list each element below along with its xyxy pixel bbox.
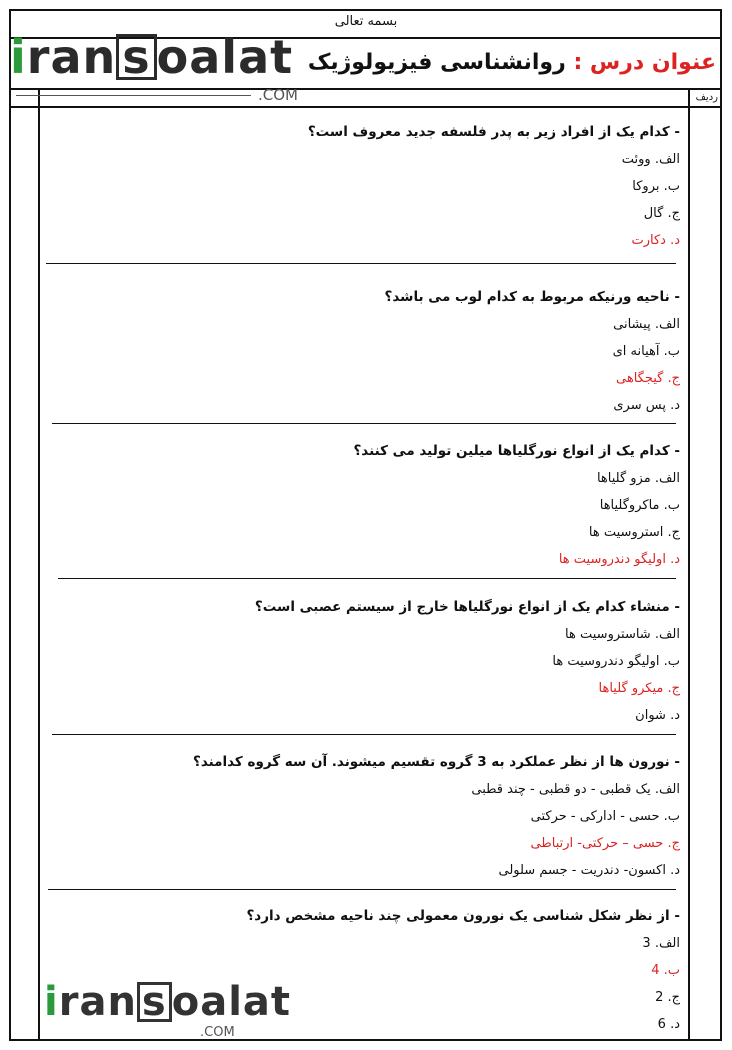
question-separator	[52, 423, 676, 424]
answer-option: ب. ماکروگلیاها	[599, 498, 680, 513]
answer-option: ب. بروکا	[632, 179, 680, 194]
answer-option: الف. 3	[642, 936, 680, 951]
answer-option: د. اکسون- دندریت - جسم سلولی	[498, 863, 680, 878]
question-text: - کدام یک از انواع نورگلیاها میلین تولید می کنند؟	[353, 443, 680, 459]
question-separator	[52, 734, 676, 735]
answer-option: ج. گال	[643, 206, 680, 221]
basmala: بسمه تعالی	[334, 14, 398, 29]
header-divider-bottom	[9, 88, 722, 90]
correct-answer-option: ج. حسی – حرکتی- ارتباطی	[530, 836, 680, 851]
question-separator	[48, 889, 676, 890]
correct-answer-option: د. دکارت	[631, 233, 680, 248]
answer-option: ب. آهیانه ای	[612, 344, 680, 359]
logo-domain: .COM	[258, 86, 298, 104]
answer-option: الف. پیشانی	[613, 317, 680, 332]
answer-option: الف. مزو گلیاها	[596, 471, 680, 486]
radif-header: ردیف	[695, 92, 718, 103]
site-logo: iran s oalat	[10, 30, 294, 84]
correct-answer-option: د. اولیگو دندروسیت ها	[558, 552, 680, 567]
logo-underline	[16, 95, 251, 96]
question-3	[60, 437, 680, 573]
answer-option: ب. اولیگو دندروسیت ها	[552, 654, 680, 669]
answer-option: د. شوان	[635, 708, 680, 723]
question-4	[60, 593, 680, 729]
question-separator	[58, 578, 676, 579]
course-title-label: عنوان درس :	[573, 50, 716, 75]
question-text: - از نظر شکل شناسی یک نورون معمولی چند ناحیه مشخص دارد؟	[246, 908, 680, 924]
answer-option: ج. استروسیت ها	[588, 525, 680, 540]
answer-option: الف. ووئت	[621, 152, 680, 167]
correct-answer-option: ج. میکرو گلیاها	[598, 681, 680, 696]
question-text: - کدام یک از افراد زیر به پدر فلسفه جدید معروف است؟	[307, 124, 680, 140]
answer-option: الف. شاستروسیت ها	[565, 627, 680, 642]
question-5	[60, 748, 680, 884]
left-margin-line	[38, 88, 40, 1041]
answer-option: ب. حسی - ادارکی - حرکتی	[530, 809, 680, 824]
answer-option: ج. 2	[655, 990, 680, 1005]
question-text: - نورون ها از نظر عملکرد به 3 گروه تقسیم میشوند. آن سه گروه کدامند؟	[193, 754, 680, 770]
correct-answer-option: ب. 4	[651, 963, 680, 978]
question-1	[60, 118, 680, 254]
course-title-value: روانشناسی فیزیولوژیک	[307, 50, 566, 75]
answer-option: الف. یک قطبی - دو قطبی - چند قطبی	[471, 782, 680, 797]
question-text: - ناحیه ورنیکه مربوط به کدام لوب می باشد؟	[384, 289, 680, 305]
question-2	[60, 283, 680, 419]
answer-option: د. 6	[657, 1017, 680, 1032]
watermark-logo: iran s oalat	[44, 979, 292, 1025]
radif-column-line	[688, 88, 690, 1041]
correct-answer-option: ج. گیجگاهی	[616, 371, 680, 386]
answer-option: د. پس سری	[613, 398, 680, 413]
watermark-domain: .COM	[200, 1025, 235, 1040]
table-header-divider	[9, 106, 722, 108]
question-separator	[46, 263, 676, 264]
course-title	[308, 50, 716, 75]
question-text: - منشاء کدام یک از انواع نورگلیاها خارج از سیستم عصبی است؟	[254, 599, 680, 615]
